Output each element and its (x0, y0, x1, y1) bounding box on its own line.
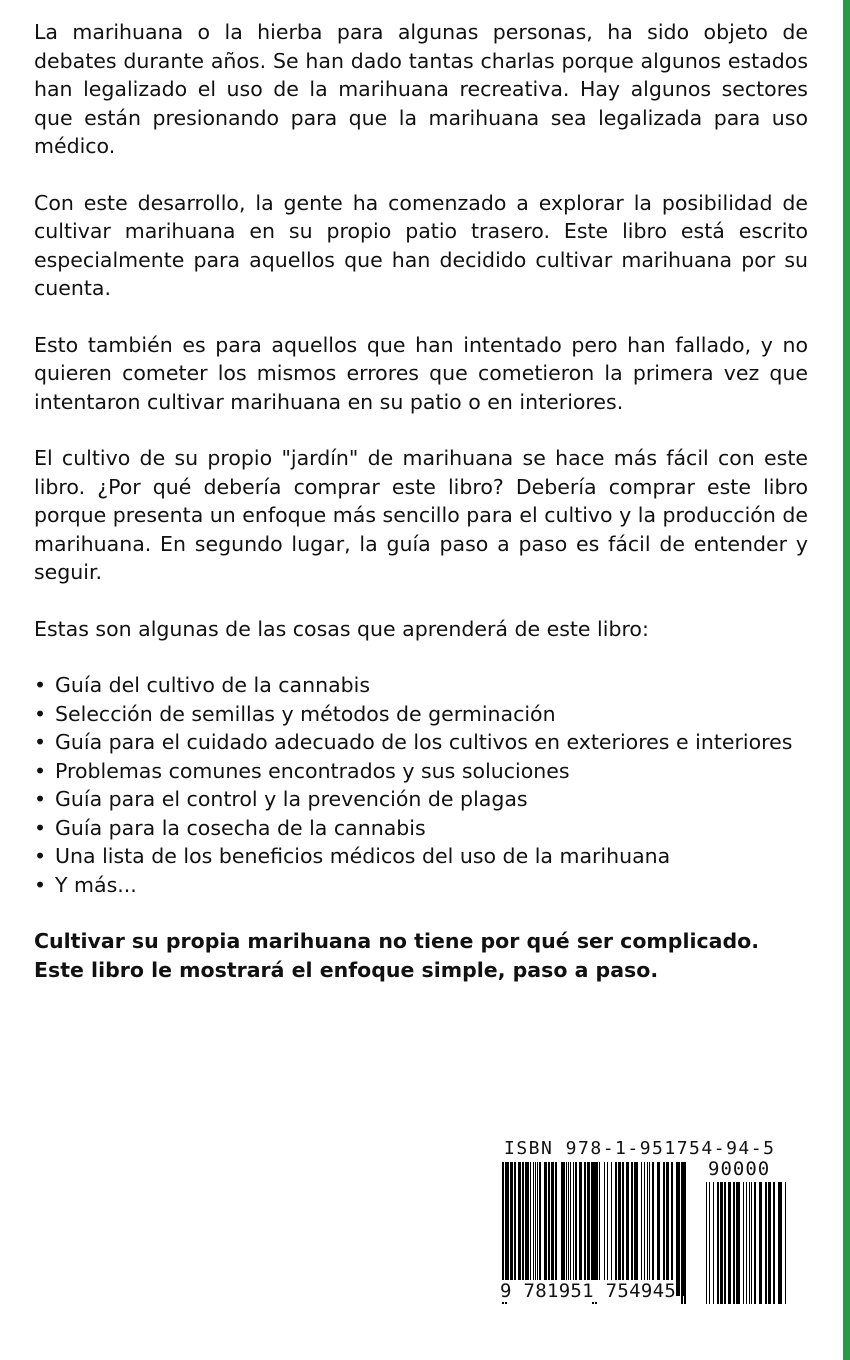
list-item: • Guía del cultivo de la cannabis (34, 671, 808, 700)
barcode-bar (751, 1182, 752, 1304)
barcode-bar (510, 1162, 513, 1296)
barcode-bar (768, 1182, 771, 1304)
barcode-bar (537, 1162, 538, 1296)
paragraph-intro: La marihuana o la hierba para algunas personas, ha sido objeto de debates durante años. Se han dado tantas charlas porque algunos estados han legalizado el uso de la marihuana recreativa. Hay algunos sectores que están presionando para que la marihuana sea legalizada para uso médico. (34, 20, 808, 158)
barcode-bar (717, 1182, 719, 1304)
barcode-bar (522, 1162, 524, 1296)
barcode-bar (568, 1162, 569, 1296)
barcode-bar (539, 1162, 541, 1296)
paragraph-failed-attempts: Esto también es para aquellos que han intentado pero han fallado, y no quieren cometer los mismos errores que cometieron la primera vez que intentaron cultivar marihuana en su patio o en interiores. (34, 332, 808, 414)
barcode-bar (551, 1162, 554, 1296)
barcode-bar (657, 1162, 660, 1296)
barcode-bar (514, 1162, 516, 1296)
barcode-bar (634, 1162, 638, 1296)
barcode-bar (749, 1182, 750, 1304)
barcode-bar (743, 1182, 744, 1304)
barcode-bar (649, 1162, 650, 1296)
barcode-bar (683, 1162, 684, 1296)
barcode-bar (736, 1182, 740, 1304)
barcode-bar (724, 1182, 726, 1304)
barcode-bar (773, 1182, 775, 1304)
barcode-bar (587, 1162, 590, 1296)
barcode-bar (641, 1162, 642, 1296)
barcode-bar (746, 1182, 747, 1304)
barcode-bar (759, 1182, 762, 1304)
isbn-barcode (498, 1136, 790, 1306)
barcode-bar (671, 1162, 673, 1296)
barcode-bar (720, 1182, 723, 1304)
list-item: • Guía para el control y la prevención de plagas (34, 785, 808, 814)
barcode-bar (533, 1162, 534, 1296)
barcode-bar (607, 1162, 608, 1296)
barcode-bar (765, 1182, 767, 1304)
barcode-bar (713, 1182, 714, 1304)
barcode-guard-bar (681, 1162, 683, 1304)
barcode-bar (561, 1162, 565, 1296)
green-edge-stripe (843, 0, 850, 1360)
barcode-bar (518, 1162, 521, 1296)
barcode-guard-bar (684, 1162, 686, 1304)
barcode-bar (573, 1162, 574, 1296)
paragraph-why-buy: El cultivo de su propio "jardín" de marihuana se hace más fácil con este libro. ¿Por qué debería comprar este libro? Debería comprar este libro porque presenta un enfoque más sencillo para el cultivo y la producción de marihuana. En segundo lugar, la guía paso a paso es fácil de entender y seguir. (34, 446, 808, 584)
list-item: • Problemas comunes encontrados y sus soluciones (34, 757, 808, 786)
barcode-bar (706, 1182, 707, 1304)
barcode-bar (507, 1162, 509, 1296)
barcode-bar (604, 1162, 605, 1296)
list-item: • Una lista de los beneficios médicos del uso de la marihuana (34, 842, 808, 871)
barcode-bar (666, 1162, 669, 1296)
list-item: • Guía para la cosecha de la cannabis (34, 814, 808, 843)
closing-statement: Cultivar su propia marihuana no tiene por qué ser complicado. Este libro le mostrará el enfoque simple, paso a paso. (34, 929, 760, 982)
barcode-bar (644, 1162, 645, 1296)
barcode-bar (535, 1162, 536, 1296)
barcode-bar (615, 1162, 617, 1296)
barcode-bar (733, 1182, 735, 1304)
list-intro: Estas son algunas de las cosas que aprenderá de este libro: (34, 616, 649, 641)
barcode-bar (525, 1162, 529, 1296)
isbn-label: ISBN 978-1-951754-94-5 (504, 1138, 776, 1159)
barcode-bar (548, 1162, 550, 1296)
barcode-bar (584, 1162, 586, 1296)
barcode-bar (626, 1162, 629, 1296)
barcode-bar (652, 1162, 654, 1296)
barcode-bar (622, 1162, 624, 1296)
paragraph-development: Con este desarrollo, la gente ha comenzado a explorar la posibilidad de cultivar marihuana en su propio patio trasero. Este libro está escrito especialmente para aquellos que han decidido cultivar marihuana por su cuenta. (34, 190, 808, 300)
barcode-bar (618, 1162, 621, 1296)
barcode-bar (647, 1162, 648, 1296)
barcode-bar (544, 1162, 547, 1296)
barcode-bar (728, 1182, 731, 1304)
ean-number: 9 781951 754945 (500, 1280, 677, 1302)
barcode-bar (579, 1162, 582, 1296)
barcode-bar (778, 1182, 782, 1304)
barcode-bar (599, 1162, 600, 1296)
barcode-bar (663, 1162, 665, 1296)
barcode-bar (631, 1162, 633, 1296)
barcode-bar (555, 1162, 557, 1296)
barcode-bar (611, 1162, 612, 1296)
barcode-bar (709, 1182, 710, 1304)
price-code: 90000 (708, 1158, 771, 1180)
barcode-bar (530, 1162, 531, 1296)
barcode-bar (785, 1182, 786, 1304)
barcode-bar (570, 1162, 571, 1296)
barcode-bar (676, 1162, 680, 1296)
list-item: • Y más... (34, 871, 808, 900)
barcode-bar (575, 1162, 577, 1296)
back-cover-text (34, 18, 808, 985)
list-item: • Selección de semillas y métodos de germinación (34, 700, 808, 729)
feature-list (34, 671, 808, 899)
barcode-bar (566, 1162, 567, 1296)
list-item: • Guía para el cuidado adecuado de los cultivos en exteriores e interiores (34, 728, 808, 757)
barcode-bar (754, 1182, 756, 1304)
